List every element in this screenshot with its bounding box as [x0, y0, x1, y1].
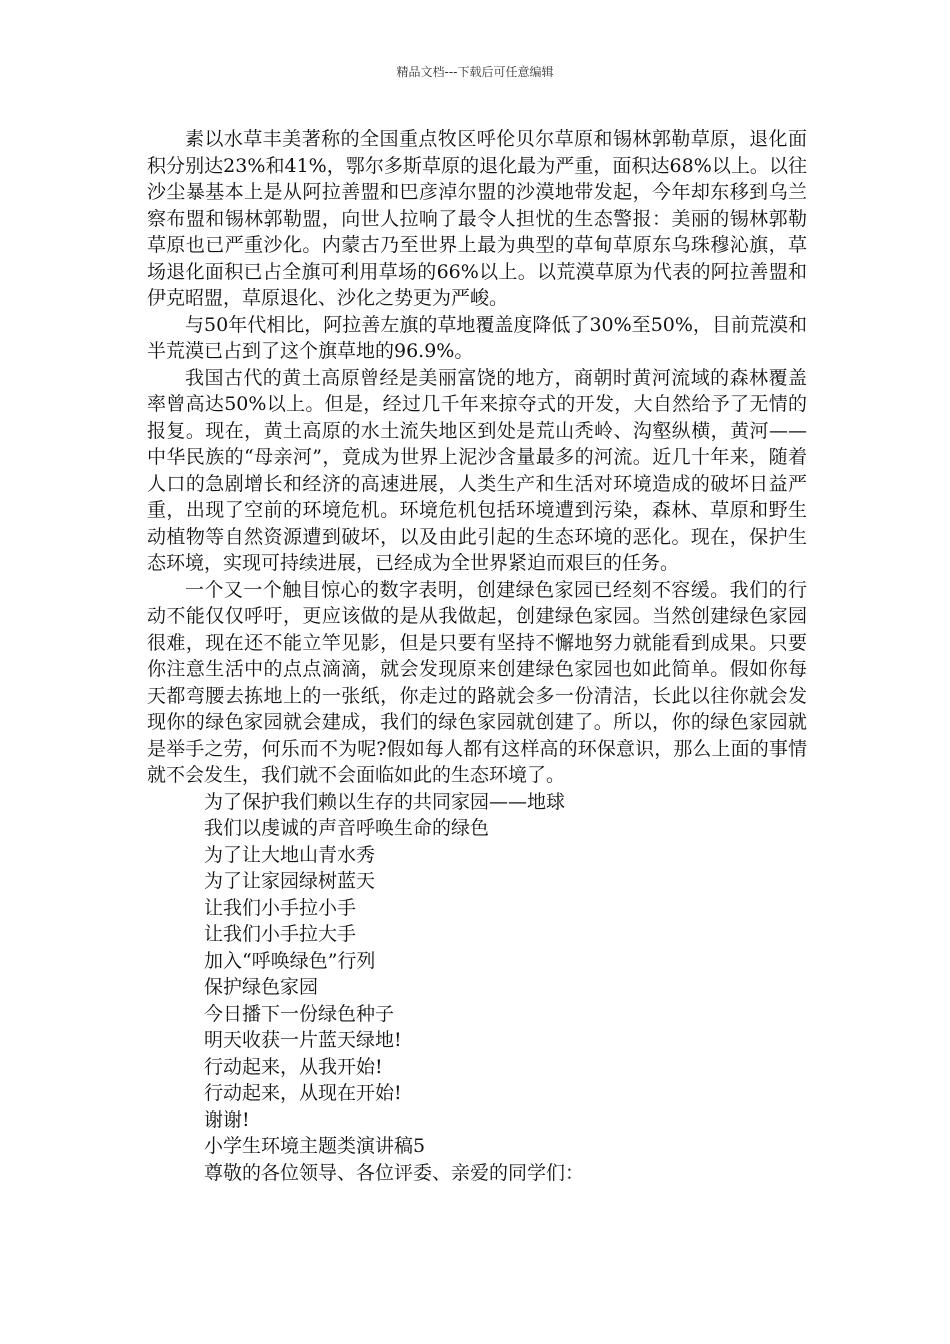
- poem-line: 为了让家园绿树蓝天: [204, 870, 376, 892]
- poem-line: 为了保护我们赖以生存的共同家园——地球: [204, 790, 566, 813]
- salutation: 尊敬的各位领导、各位评委、亲爱的同学们：: [204, 1161, 585, 1184]
- section-title: 小学生环境主题类演讲稿5: [204, 1135, 426, 1157]
- poem-line: 行动起来，从我开始!: [204, 1055, 383, 1078]
- paragraph: 一个又一个触目惊心的数字表明，创建绿色家园已经刻不容缓。我们的行动不能仅仅呼吁，更应该做的是从我做起，创建绿色家园。当然创建绿色家园很难，现在还不能立竿见影，但是只要有坚持不懈地努力就能看到成果。只要你注意生活中的点点滴滴，就会发现原来创建绿色家园也如此简单。假如你每天都弯腰去拣地上的一张纸，你走过的路就会多一份清洁，长此以往你就会发现你的绿色家园就会建成，我们的绿色家园就创建了。所以，你的绿色家园就是举手之劳，何乐而不为呢?假如每人都有这样高的环保意识，那么上面的事情就不会发生，我们就不会面临如此的生态环境了。: [147, 578, 807, 786]
- poem-line: 今日播下一份绿色种子: [204, 1002, 395, 1025]
- poem-line: 行动起来，从现在开始!: [204, 1082, 402, 1104]
- page-header: 精品文档---下载后可任意编辑: [396, 65, 554, 79]
- paragraph: 与50年代相比，阿拉善左旗的草地覆盖度降低了30%至50%，目前荒漠和半荒漠已占到了这个旗草地的96.9%。: [147, 313, 807, 362]
- poem-line: 明天收获一片蓝天绿地!: [204, 1029, 402, 1051]
- poem-line: 加入“呼唤绿色”行列: [204, 949, 376, 972]
- poem-line: 我们以虔诚的声音呼唤生命的绿色: [204, 817, 490, 839]
- paragraph: 我国古代的黄土高原曾经是美丽富饶的地方，商朝时黄河流域的森林覆盖率曾高达50%以上。但是，经过几千年来掠夺式的开发，大自然给予了无情的报复。现在，黄土高原的水土流失地区到处是荒山秃岭、沟壑纵横，黄河——中华民族的“母亲河”，竟成为世界上泥沙含量最多的河流。近几十年来，随着人口的急剧增长和经济的高速进展，人类生产和生活对环境造成的破坏日益严重，出现了空前的环境危机。环境危机包括环境遭到污染，森林、草原和野生动植物等自然资源遭到破坏，以及由此引起的生态环境的恶化。现在，保护生态环境，实现可持续进展，已经成为全世界紧迫而艰巨的任务。: [147, 366, 807, 574]
- poem-line: 谢谢!: [204, 1108, 250, 1131]
- poem-line: 保护绿色家园: [204, 976, 319, 998]
- document-body: [147, 126, 807, 1186]
- paragraph: 素以水草丰美著称的全国重点牧区呼伦贝尔草原和锡林郭勒草原，退化面积分别达23%和41%，鄂尔多斯草原的退化最为严重，面积达68%以上。以往沙尘暴基本上是从阿拉善盟和巴彦淖尔盟的沙漠地带发起，今年却东移到乌兰察布盟和锡林郭勒盟，向世人拉响了最令人担忧的生态警报：美丽的锡林郭勒草原也已严重沙化。内蒙古乃至世界上最为典型的草甸草原东乌珠穆沁旗，草场退化面积已占全旗可利用草场的66%以上。以荒漠草原为代表的阿拉善盟和伊克昭盟，草原退化、沙化之势更为严峻。: [147, 128, 807, 309]
- poem-line: 为了让大地山青水秀: [204, 843, 376, 866]
- poem-block: [147, 789, 807, 1187]
- poem-line: 让我们小手拉大手: [204, 923, 357, 945]
- poem-line: 让我们小手拉小手: [204, 896, 357, 919]
